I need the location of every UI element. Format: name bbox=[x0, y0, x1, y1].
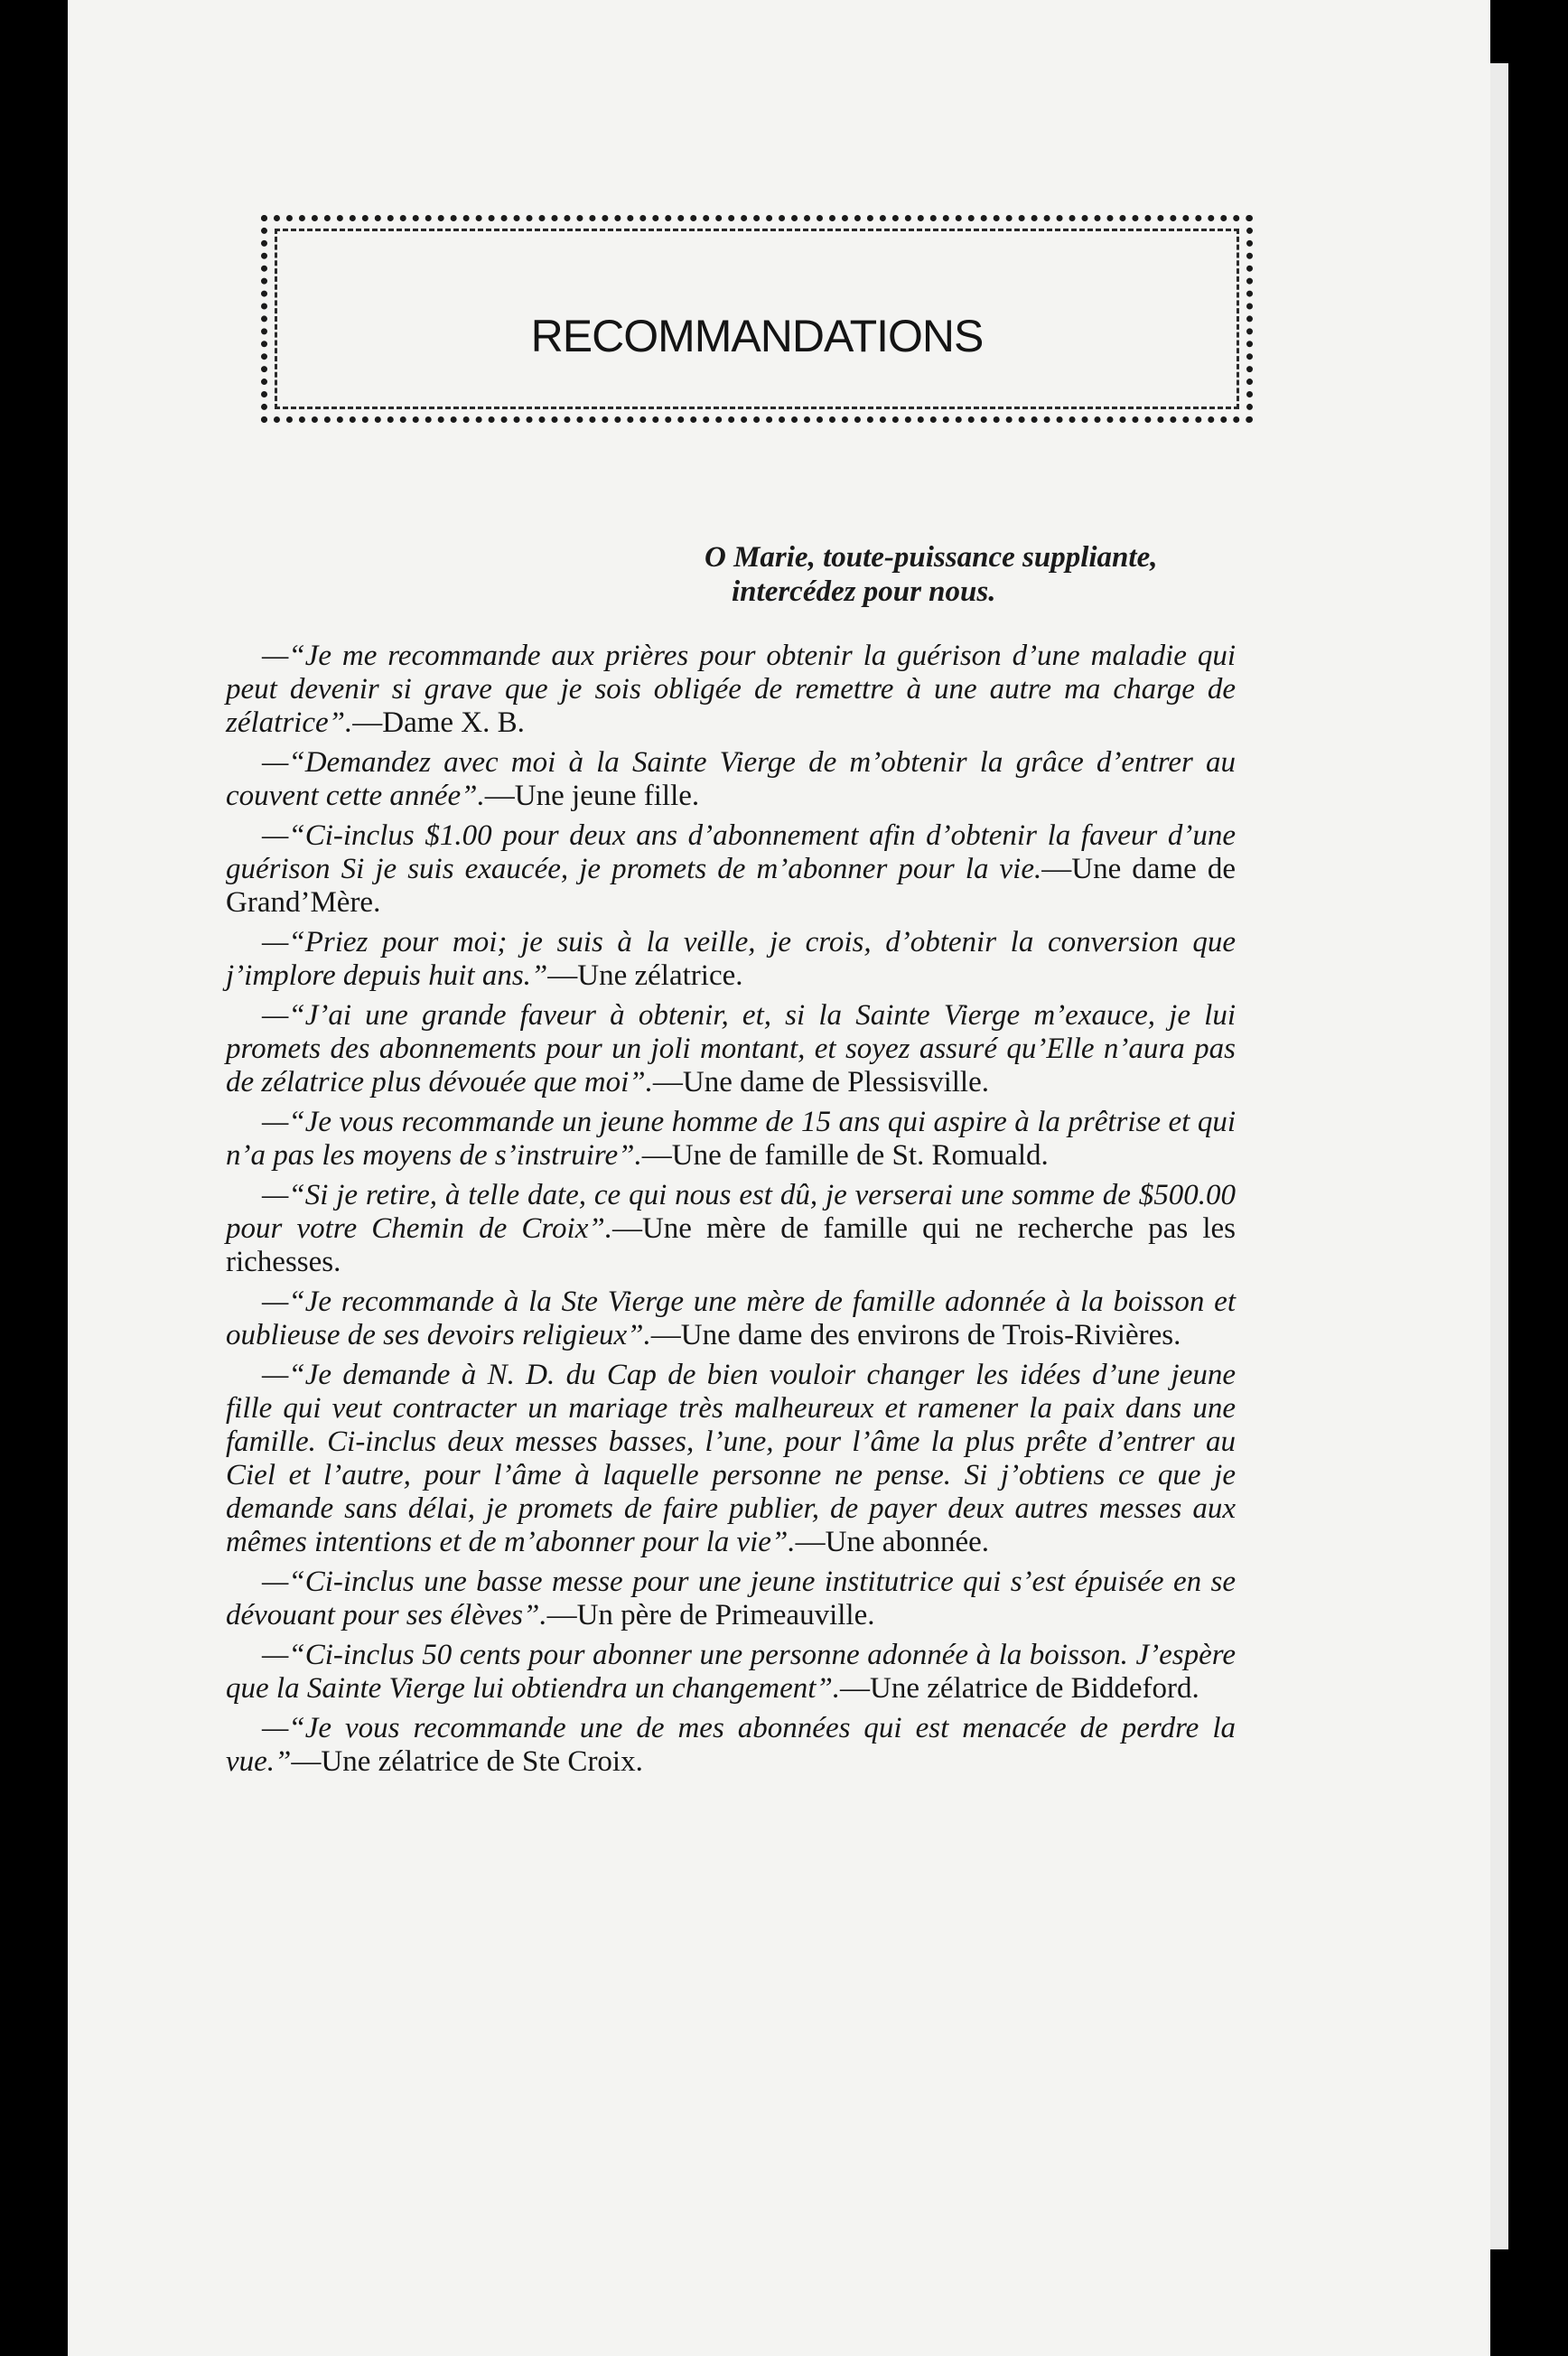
entry-quote: —“Je demande à N. D. du Cap de bien vouloir changer les idées d’une jeune fille qui veut contracter un mariage très malheureux et ramener la paix dans une famille. Ci-inclus deux messes basses, l’une, pour l’âme la plus prête d’entrer au Ciel et l’autre, pour l’âme à laquelle personne ne pense. Si j’obtiens ce que je demande sans délai, je promets de faire publier, de payer deux autres messes aux mêmes intentions et de m’abonner pour la vie”. bbox=[226, 1359, 1236, 1558]
recommendation-entry bbox=[226, 1712, 1236, 1779]
recommendation-entry bbox=[226, 1359, 1236, 1559]
recommendations-list bbox=[226, 640, 1236, 1785]
entry-signature: —Une zélatrice de Biddeford. bbox=[840, 1672, 1199, 1705]
entry-signature: —Un père de Primeauville. bbox=[546, 1599, 875, 1631]
entry-signature: —Une zélatrice. bbox=[547, 959, 743, 992]
entry-signature: —Une mère de famille qui ne recherche pas les richesses. bbox=[226, 1212, 1236, 1278]
recommendation-entry bbox=[226, 1639, 1236, 1706]
title-frame bbox=[261, 215, 1253, 423]
facing-page-edge bbox=[1490, 63, 1508, 2249]
entry-quote: —“Priez pour moi; je suis à la veille, je crois, d’obtenir la conversion que j’implore depuis huit ans.” bbox=[226, 926, 1236, 992]
recommendation-entry bbox=[226, 746, 1236, 813]
entry-signature: —Une abonnée. bbox=[795, 1526, 989, 1558]
entry-quote: —“Ci-inclus $1.00 pour deux ans d’abonnement afin d’obtenir la faveur d’une guérison Si je suis exaucée, je promets de m’abonner pour la vie. bbox=[226, 819, 1236, 885]
page-title: RECOMMANDATIONS bbox=[530, 311, 984, 361]
entry-signature: —Une de famille de St. Romuald. bbox=[641, 1139, 1049, 1172]
entry-quote: —“Ci-inclus 50 cents pour abonner une personne adonnée à la boisson. J’espère que la Sainte Vierge lui obtiendra un changement”. bbox=[226, 1639, 1236, 1705]
entry-quote: —“J’ai une grande faveur à obtenir, et, si la Sainte Vierge m’exauce, je lui promets des abonnements pour un joli montant, et soyez assuré qu’Elle n’aura pas de zélatrice plus dévouée que moi”. bbox=[226, 999, 1236, 1099]
entry-signature: —Une zélatrice de Ste Croix. bbox=[291, 1745, 643, 1778]
entry-quote: —“Demandez avec moi à la Sainte Vierge de m’obtenir la grâce d’entrer au couvent cette année”. bbox=[226, 746, 1236, 812]
entry-signature: —Une dame des environs de Trois-Rivières. bbox=[650, 1319, 1181, 1351]
entry-signature: —Une jeune fille. bbox=[484, 780, 700, 812]
entry-quote: —“Si je retire, à telle date, ce qui nous est dû, je verserai une somme de $500.00 pour votre Chemin de Croix”. bbox=[226, 1179, 1236, 1245]
recommendation-entry bbox=[226, 1179, 1236, 1279]
entry-signature: —Une dame de Grand’Mère. bbox=[226, 853, 1236, 919]
recommendation-entry bbox=[226, 819, 1236, 920]
recommendation-entry bbox=[226, 926, 1236, 993]
recommendation-entry bbox=[226, 1286, 1236, 1352]
recommendation-entry bbox=[226, 640, 1236, 740]
entry-quote: —“Je vous recommande un jeune homme de 15 ans qui aspire à la prêtrise et qui n’a pas les moyens de s’instruire”. bbox=[226, 1106, 1236, 1172]
invocation-line-2: intercédez pour nous. bbox=[732, 575, 996, 608]
invocation-line-1: O Marie, toute-puissance suppliante, bbox=[705, 541, 1158, 574]
entry-quote: —“Ci-inclus une basse messe pour une jeune institutrice qui s’est épuisée en se dévouant pour ses élèves”. bbox=[226, 1566, 1236, 1631]
entry-quote: —“Je vous recommande une de mes abonnées qui est menacée de perdre la vue.” bbox=[226, 1712, 1236, 1778]
entry-quote: —“Je me recommande aux prières pour obtenir la guérison d’une maladie qui peut devenir si grave que je sois obligée de remettre à une autre ma charge de zélatrice”. bbox=[226, 640, 1236, 739]
recommendation-entry bbox=[226, 999, 1236, 1099]
recommendation-entry bbox=[226, 1566, 1236, 1632]
entry-signature: —Une dame de Plessisville. bbox=[652, 1066, 989, 1099]
invocation bbox=[705, 540, 1265, 609]
entry-quote: —“Je recommande à la Ste Vierge une mère de famille adonnée à la boisson et oublieuse de ses devoirs religieux”. bbox=[226, 1286, 1236, 1351]
recommendation-entry bbox=[226, 1106, 1236, 1173]
entry-signature: —Dame X. B. bbox=[352, 706, 525, 739]
